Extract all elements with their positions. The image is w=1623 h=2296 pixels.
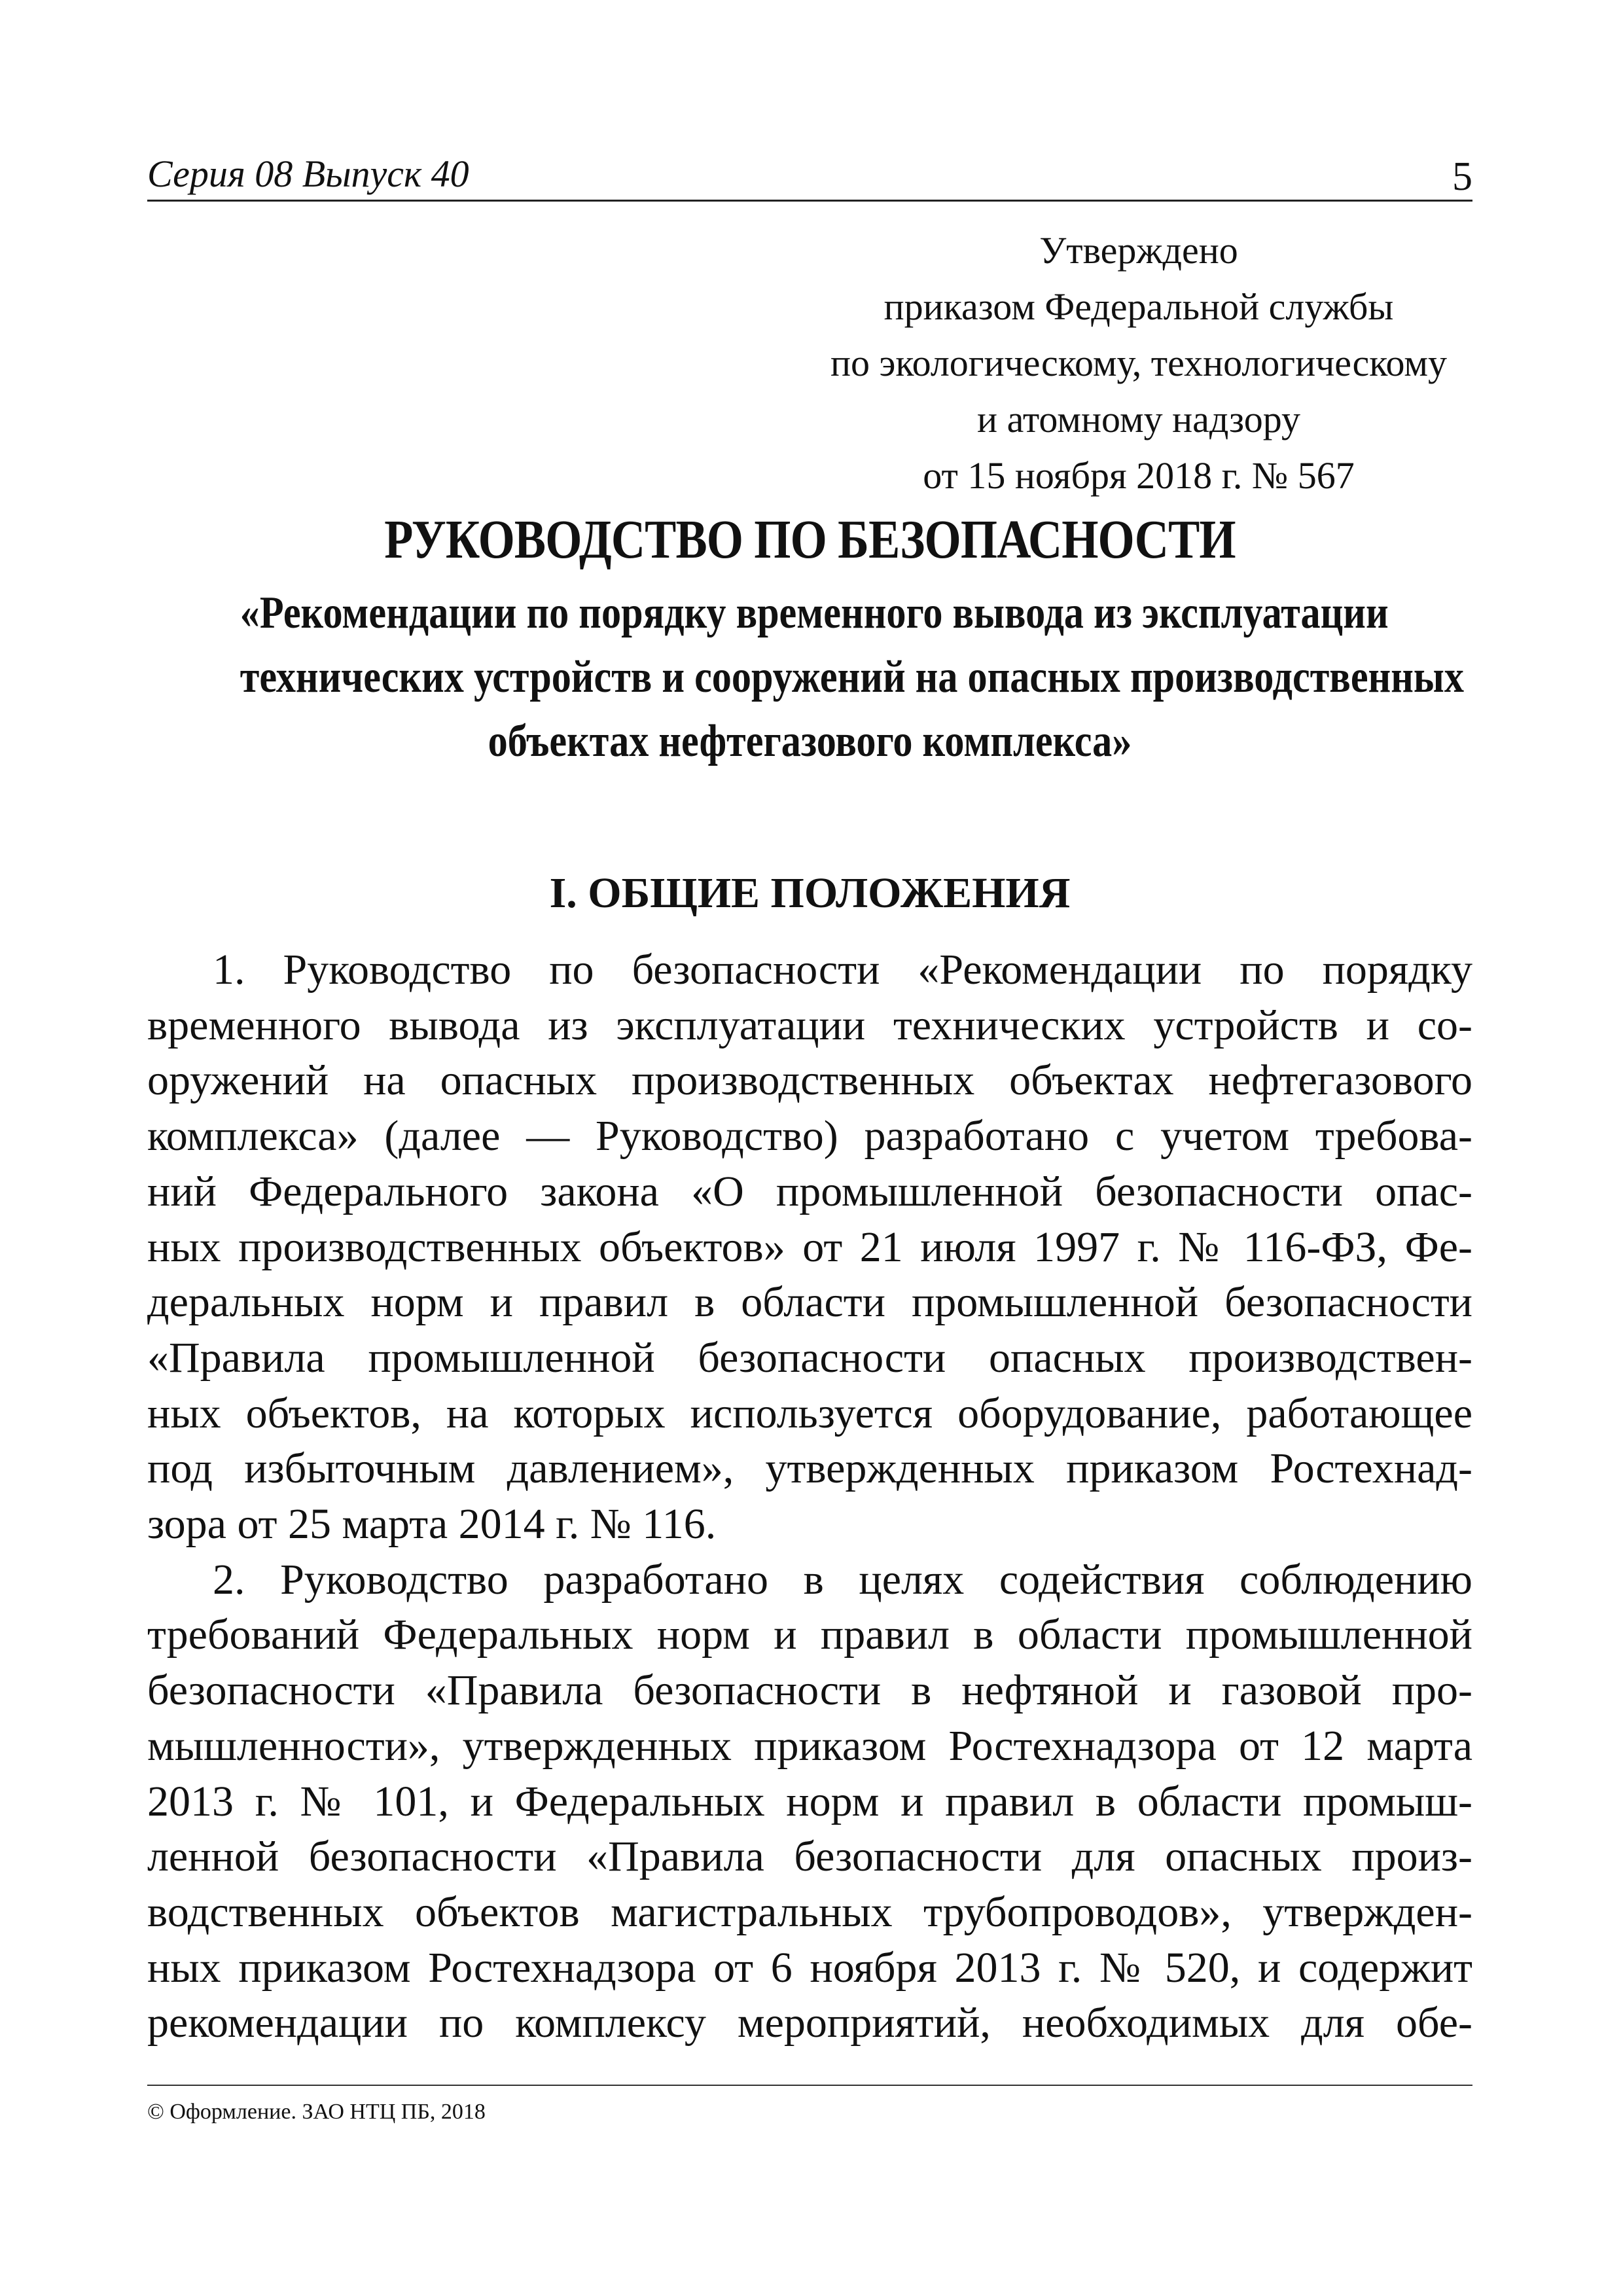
text-line: ний Федерального закона «О промышленной безопасности опас-: [147, 1167, 1472, 1215]
document-title: [147, 504, 1472, 774]
approval-line: приказом Федеральной службы: [883, 285, 1394, 328]
text-line: под избыточным давлением», утвержденных приказом Ростехнад-: [147, 1444, 1472, 1493]
text-line: ленной безопасности «Правила безопасности для опасных произ-: [147, 1833, 1472, 1881]
running-header: [147, 147, 1472, 202]
text-line: требований Федеральных норм и правил в области промышленной: [147, 1611, 1472, 1659]
title-main: РУКОВОДСТВО ПО БЕЗОПАСНОСТИ: [384, 509, 1236, 570]
text-line: 2013 г. № 101, и Федеральных норм и правил в области промыш-: [147, 1777, 1472, 1825]
subtitle-line: технических устройств и сооружений на опасных производственных: [240, 652, 1465, 702]
subtitle-line: объектах нефтегазового комплекса»: [488, 716, 1132, 766]
text-line: временного вывода из эксплуатации технических устройств и со-: [147, 1001, 1472, 1049]
footer-copyright: © Оформление. ЗАО НТЦ ПБ, 2018: [147, 2100, 486, 2124]
text-line: водственных объектов магистральных трубопроводов», утвержден-: [147, 1888, 1472, 1936]
text-line: зора от 25 марта 2014 г. № 116.: [147, 1500, 717, 1549]
text-line: безопасности «Правила безопасности в нефтяной и газовой про-: [147, 1666, 1472, 1715]
paragraph-1: [147, 942, 1472, 1552]
text-line: ных приказом Ростехнадзора от 6 ноября 2013 г. № 520, и содержит: [147, 1943, 1472, 1992]
text-line: 1. Руководство по безопасности «Рекомендации по порядку: [213, 946, 1472, 994]
page-number: 5: [1452, 154, 1472, 199]
series-label: Серия 08 Выпуск 40: [147, 152, 469, 195]
approval-line: Утверждено: [1039, 229, 1238, 272]
approval-block: [772, 223, 1505, 504]
text-line: ных объектов, на которых используется оборудование, работающее: [147, 1389, 1472, 1437]
section-heading: I. ОБЩИЕ ПОЛОЖЕНИЯ: [549, 869, 1071, 917]
text-line: деральных норм и правил в области промышленной безопасности: [147, 1278, 1472, 1327]
text-line: 2. Руководство разработано в целях содействия соблюдению: [213, 1555, 1472, 1604]
approval-line: от 15 ноября 2018 г. № 567: [923, 454, 1355, 497]
footer-divider: [147, 2085, 1472, 2086]
paragraph-2: [147, 1552, 1472, 2051]
subtitle-line: «Рекомендации по порядку временного вывода из эксплуатации: [240, 588, 1389, 638]
body-text: [147, 942, 1472, 2051]
text-line: ных производственных объектов» от 21 июля 1997 г. № 116-ФЗ, Фе-: [147, 1223, 1472, 1271]
approval-line: по экологическому, технологическому: [830, 342, 1448, 384]
text-line: мышленности», утвержденных приказом Ростехнадзора от 12 марта: [147, 1721, 1472, 1770]
text-line: комплекса» (далее — Руководство) разработано с учетом требова-: [147, 1112, 1472, 1160]
text-line: рекомендации по комплексу мероприятий, необходимых для обе-: [147, 1999, 1472, 2047]
text-line: оружений на опасных производственных объектах нефтегазового: [147, 1056, 1472, 1105]
title-subtitle: [240, 581, 1465, 774]
text-line: «Правила промышленной безопасности опасных производствен-: [147, 1333, 1472, 1382]
approval-line: и атомному надзору: [977, 398, 1300, 440]
